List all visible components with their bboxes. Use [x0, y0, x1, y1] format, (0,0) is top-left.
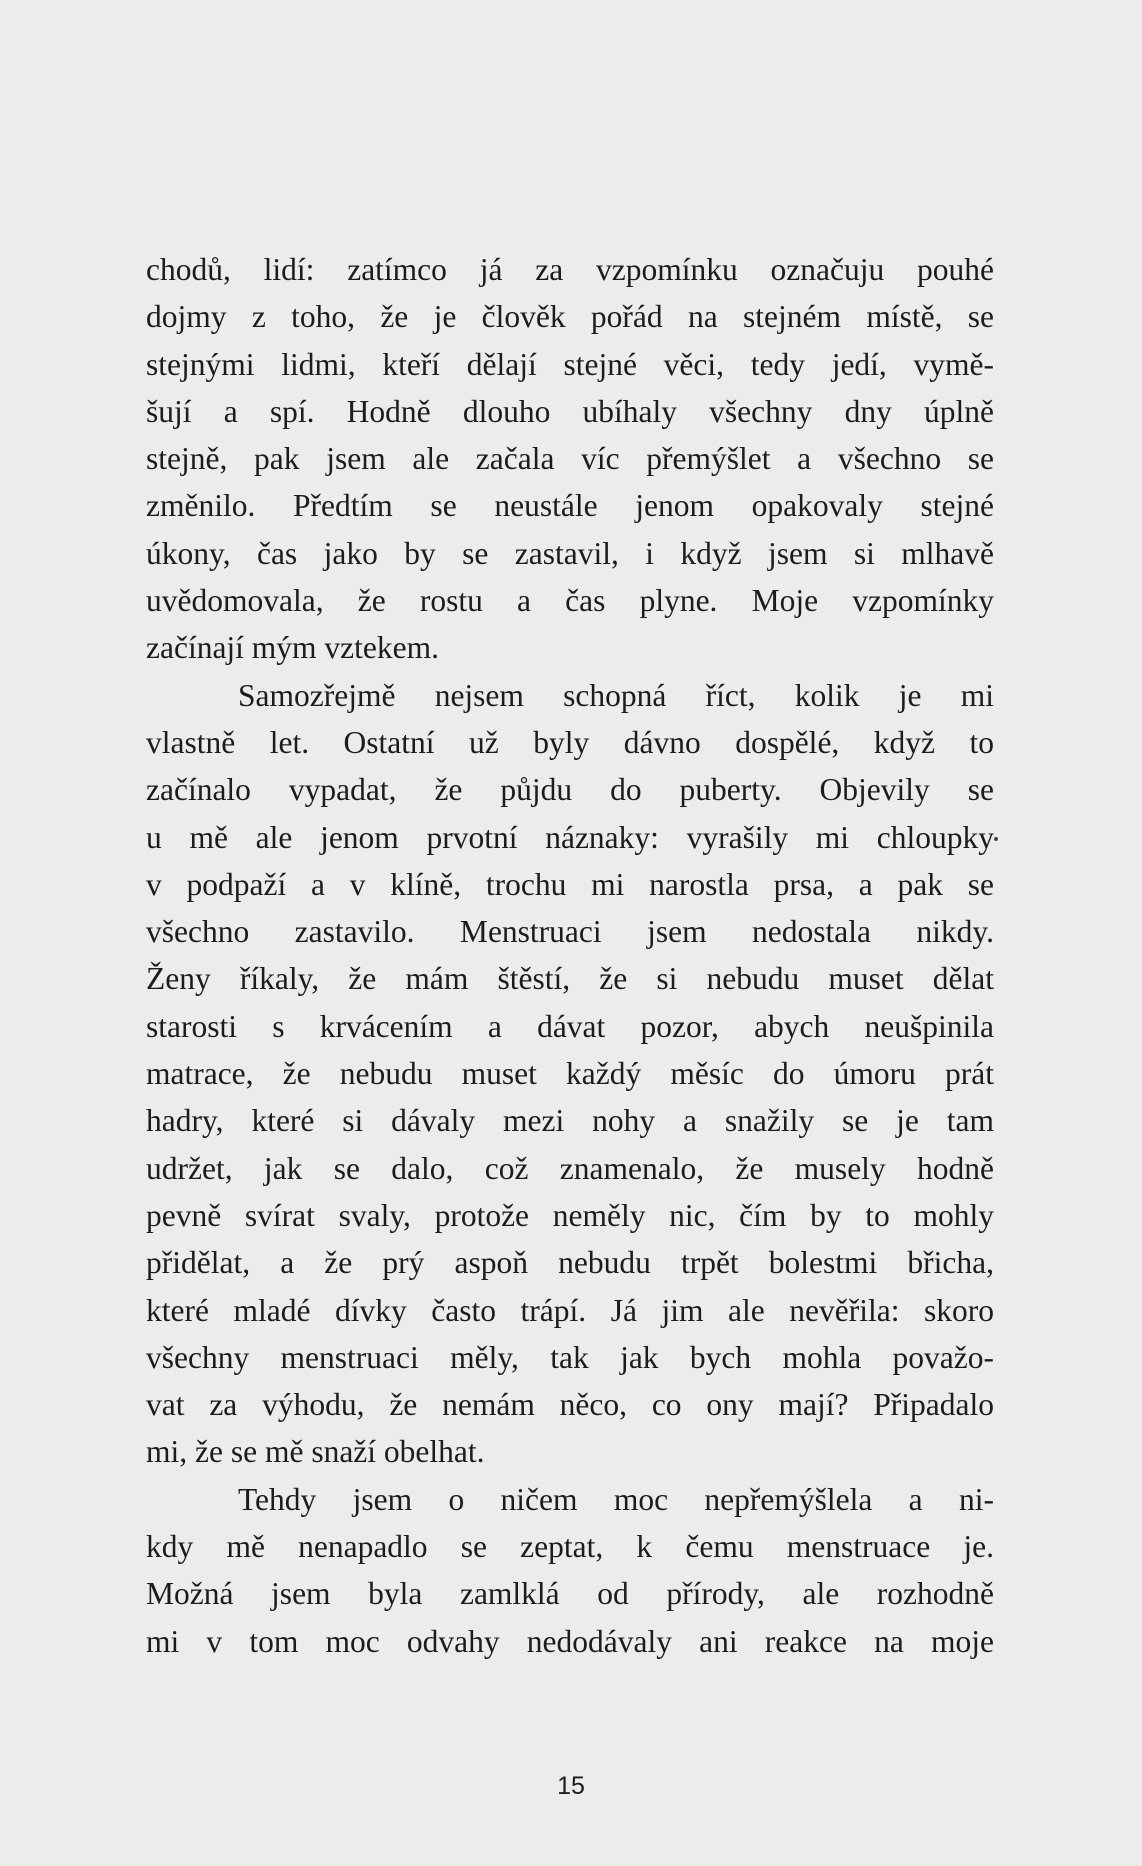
text-line: udržet, jak se dalo, což znamenalo, že musely hodně [146, 1150, 994, 1186]
text-line: stejnými lidmi, kteří dělají stejné věci, tedy jedí, vymě- [146, 346, 994, 382]
text-line: začínalo vypadat, že půjdu do puberty. Objevily se [146, 772, 994, 808]
text-line: úkony, čas jako by se zastavil, i když jsem si mlhavě [146, 535, 994, 571]
text-line: uvědomovala, že rostu a čas plyne. Moje vzpomínky [146, 583, 994, 619]
text-line: pevně svírat svaly, protože neměly nic, čím by to mohly [146, 1197, 994, 1233]
text-line: stejně, pak jsem ale začala víc přemýšlet a všechno se [146, 441, 994, 477]
text-line: chodů, lidí: zatímco já za vzpomínku označuju pouhé [146, 252, 994, 287]
text-line: Ženy říkaly, že mám štěstí, že si nebudu muset dělat [146, 961, 994, 997]
text-line: Tehdy jsem o ničem moc nepřemýšlela a ni- [238, 1481, 994, 1517]
text-line: Možná jsem byla zamlklá od přírody, ale rozhodně [146, 1576, 994, 1612]
text-line: změnilo. Předtím se neustále jenom opakovaly stejné [146, 488, 994, 524]
text-line: Samozřejmě nejsem schopná říct, kolik je mi [238, 677, 994, 713]
text-line: dojmy z toho, že je člověk pořád na stejném místě, se [146, 299, 994, 335]
text-line: u mě ale jenom prvotní náznaky: vyrašily mi chloupky [146, 819, 994, 855]
print-speck [994, 837, 998, 841]
text-line: začínají mým vztekem. [146, 630, 440, 666]
text-line: matrace, že nebudu muset každý měsíc do úmoru prát [146, 1056, 994, 1092]
text-line: mi v tom moc odvahy nedodávaly ani reakce na moje [146, 1623, 994, 1659]
text-line: všechno zastavilo. Menstruaci jsem nedostala nikdy. [146, 914, 994, 950]
text-line: hadry, které si dávaly mezi nohy a snažily se je tam [146, 1103, 994, 1139]
text-line: vat za výhodu, že nemám něco, co ony mají? Připadalo [146, 1387, 994, 1423]
text-line: starosti s krvácením a dávat pozor, abych neušpinila [146, 1008, 994, 1044]
text-line: vlastně let. Ostatní už byly dávno dospělé, když to [146, 724, 994, 760]
text-line: kdy mě nenapadlo se zeptat, k čemu menstruace je. [146, 1529, 994, 1565]
body-text [146, 246, 994, 1665]
text-line: šují a spí. Hodně dlouho ubíhaly všechny dny úplně [146, 393, 994, 429]
text-line: mi, že se mě snaží obelhat. [146, 1434, 485, 1470]
text-line: všechny menstruaci měly, tak jak bych mohla považo- [146, 1339, 994, 1375]
text-line: v podpaží a v klíně, trochu mi narostla prsa, a pak se [146, 866, 994, 902]
page-number: 15 [557, 1772, 585, 1800]
text-line: které mladé dívky často trápí. Já jim ale nevěřila: skoro [146, 1292, 994, 1328]
text-line: přidělat, a že prý aspoň nebudu trpět bolestmi břicha, [146, 1245, 994, 1281]
